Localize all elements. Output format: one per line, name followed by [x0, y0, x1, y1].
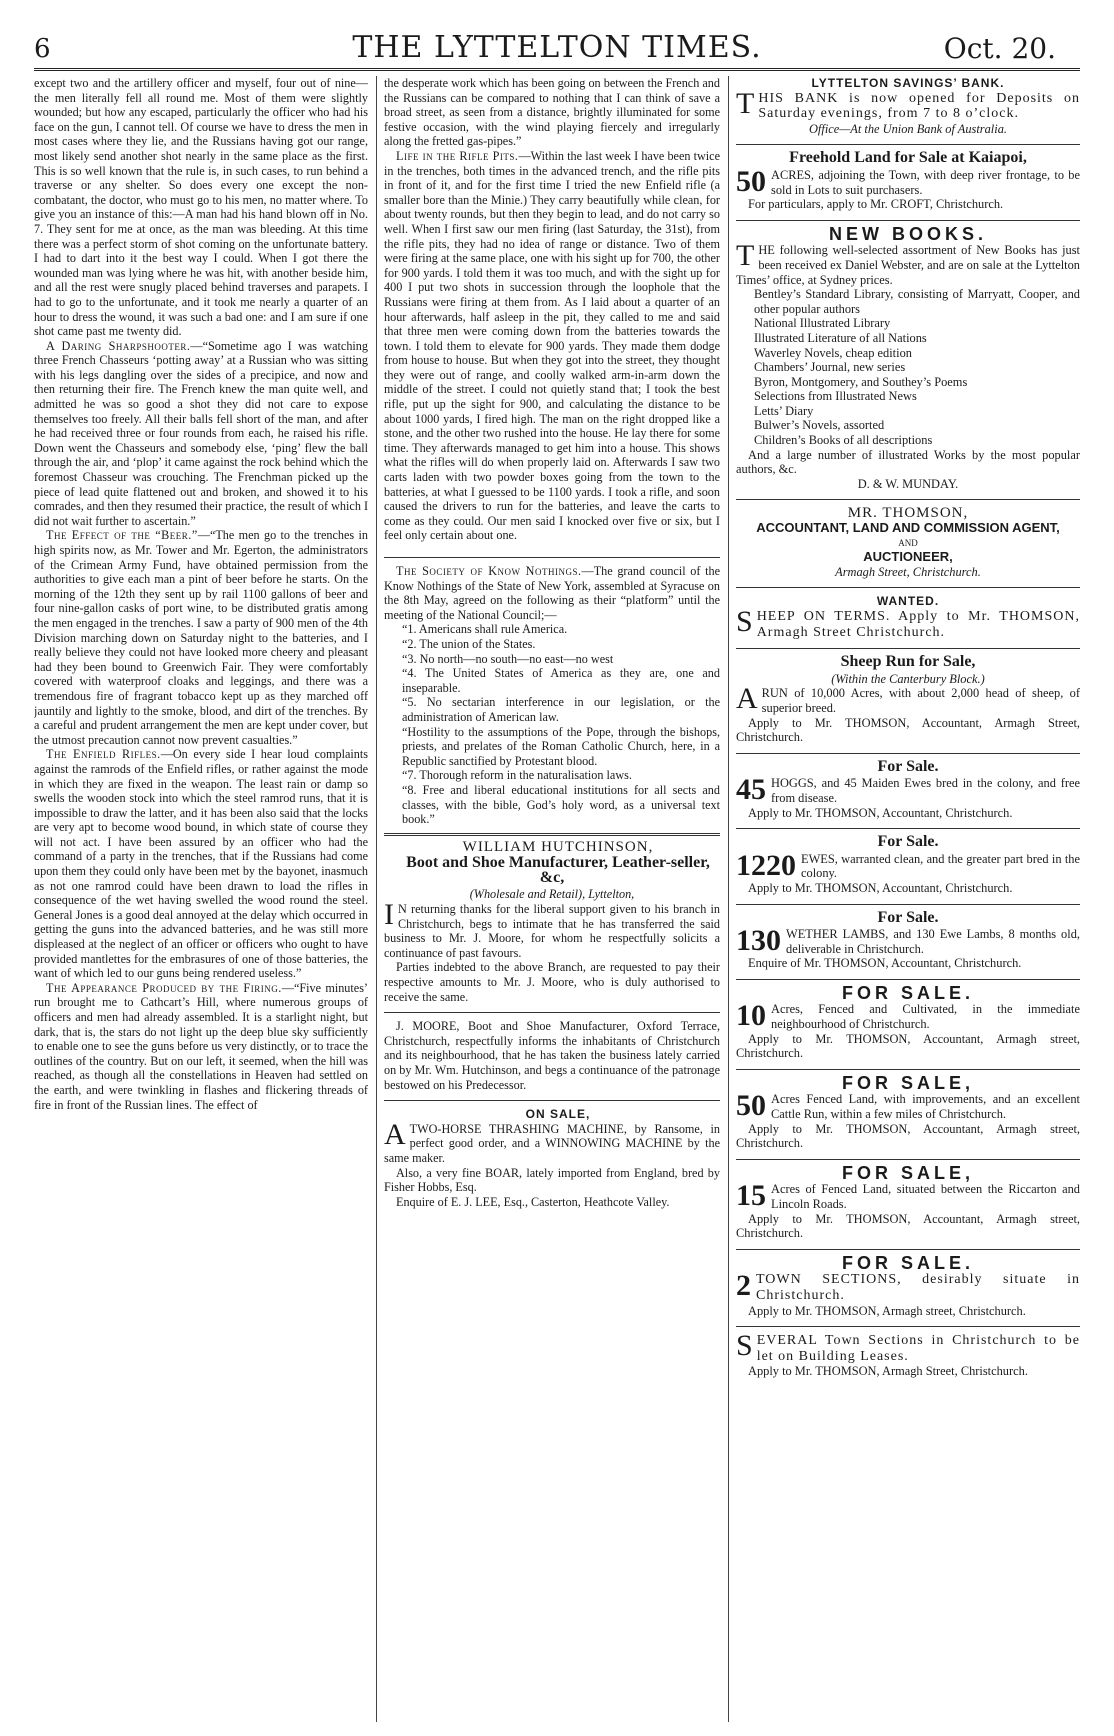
advert-text: ACRES, adjoining the Town, with deep river frontage, to be sold in Lots to suit purchasers.: [771, 167, 1080, 197]
section-rule: [736, 1326, 1080, 1327]
advert-paragraph: Apply to Mr. THOMSON, Accountant, Armagh street, Christchurch.: [736, 1211, 1080, 1241]
advert-number: 1220: [736, 848, 796, 882]
list-item: Children’s Books of all descriptions: [754, 433, 933, 448]
drop-cap: A: [384, 1117, 406, 1151]
advert-paragraph: [736, 682, 1080, 716]
drop-cap: A: [736, 682, 758, 716]
advert-text: TOWN SECTIONS, desirably situate in Christchurch.: [756, 1272, 1080, 1303]
article-paragraph: except two and the artillery officer and myself, four out of nine—the men literally fell all round me. Most of them were slightly wounded; but how any escaped, particularly the officer who had his face on the gun, I cannot tell. Of course we have to dress the men in most cases where they lie, and the Russians having got our range, most likely send another shot nearly in the same place as the first. This is so well known that the rule is, in such cases, to run behind a traverse or any shelter. So does every one except the non-combatant, the doctor, who must go to his men, no matter where. To give you an instance of this:—A man had his hand blown off in No. 7. They sent for me at once, as the man was bleeding. At this time there was a perfect storm of shot coming on the unfortunate battery. I had to dart into it the best way I could. When I got there the wounded man was lying where he was hit, with another beside him, and all the rest were snugly placed behind traverses and parapets. I had to go to the unfortunate, and it took me nearly a quarter of an hour to dress the wound, it was such a bad one: and I am sure if one shot came past me twenty did.: [34, 76, 368, 339]
article-heading: The Effect of the “Beer.”: [46, 528, 198, 543]
section-rule: [736, 828, 1080, 829]
masthead: [0, 0, 1114, 72]
list-item: “Hostility to the assumptions of the Pope, through the bishops, priests, and prelates of the Roman Catholic Church, here, in a Republic sanctified by Protestant blood.: [402, 724, 720, 768]
newspaper-title: THE LYTTELTON TIMES.: [352, 30, 762, 65]
list-item: Chambers’ Journal, new series: [754, 360, 906, 375]
article-text: —“Five minutes’ run brought me to Cathcart’s Hill, where numerous groups of officers and men had already assembled. It is a starlight night, but dark, that is, the stars do not light up the deep blue sky sufficiently to enable one to see the guns before us very distinctly, or to trace the outlines of the country. But on our left, it seemed, when the hill was reached, as though all the constellations in Heaven had settled on the earth, and were twinkling in flashes and flickering threads of fire in front of the Russian lines. The effect of: [34, 980, 368, 1112]
advert-text: TWO-HORSE THRASHING MACHINE, by Ransome, in perfect good order, and a WINNOWING MACHINE by the same maker.: [384, 1121, 720, 1165]
advert-paragraph: [736, 164, 1080, 198]
advert-paragraph: Apply to Mr. THOMSON, Accountant, Christchurch.: [748, 880, 1013, 895]
advert-number: 15: [736, 1179, 766, 1213]
list-item: “8. Free and liberal educational institutions for all sects and classes, with the bible, God’s holy word, as a universal text book.”: [402, 782, 720, 827]
advert-paragraph: [736, 605, 1080, 640]
article-paragraph: [384, 564, 720, 622]
list-item: Letts’ Diary: [754, 403, 814, 418]
section-rule: [736, 648, 1080, 649]
advert-text: N returning thanks for the liberal support given to his branch in Christchurch, begs to intimate that he has transferred the said business to Mr. J. Moore, for whom he respectfully solicits a continuance of past favours.: [384, 902, 720, 960]
advert-text: HIS BANK is now opened for Deposits on Saturday evenings, from 7 to 8 o’clock.: [758, 90, 1080, 122]
advert-subtitle: (Within the Canterbury Block.): [831, 671, 985, 686]
column-right: [736, 76, 1080, 1726]
section-rule: [384, 1100, 720, 1101]
drop-cap: I: [384, 898, 394, 932]
advert-heading: ON SALE,: [525, 1107, 591, 1122]
list-item: “4. The United States of America as they are, one and inseparable.: [402, 666, 720, 695]
article-paragraph: [34, 747, 368, 981]
section-rule: [384, 833, 720, 836]
column-divider: [728, 76, 729, 1722]
advert-paragraph: [384, 1117, 720, 1166]
advert-paragraph: Parties indebted to the above Branch, are requested to pay their respective amounts to Mr. J. Moore, who is duly authorised to receive the same.: [384, 960, 720, 1004]
article-heading: A Daring Sharpshooter.: [46, 338, 191, 353]
advert-paragraph: [736, 924, 1080, 958]
advert-heading: WANTED.: [876, 594, 940, 609]
advert-paragraph: [736, 773, 1080, 807]
advert-name: MR. THOMSON,: [847, 505, 969, 522]
advert-paragraph: [736, 1179, 1080, 1213]
list-item: Bentley’s Standard Library, consisting of Marryatt, Cooper, and other popular authors: [754, 287, 1080, 316]
advert-paragraph: [736, 239, 1080, 287]
drop-cap: S: [736, 1329, 753, 1363]
article-paragraph: [34, 528, 368, 747]
advert-text: EWES, warranted clean, and the greater part bred in the colony.: [801, 851, 1080, 881]
advert-heading: For Sale.: [877, 908, 939, 926]
section-rule: [384, 1012, 720, 1013]
section-rule: [736, 904, 1080, 905]
advert-number: 2: [736, 1269, 751, 1303]
advert-name: WILLIAM HUTCHINSON,: [462, 838, 654, 855]
list-item: “1. Americans shall rule America.: [402, 622, 568, 637]
advert-paragraph: Apply to Mr. THOMSON, Accountant, Armagh street, Christchurch.: [736, 1031, 1080, 1061]
section-rule: [736, 1159, 1080, 1160]
advert-paragraph: Apply to Mr. THOMSON, Armagh street, Christchurch.: [748, 1303, 1026, 1318]
list-item: National Illustrated Library: [754, 316, 891, 331]
books-list: [736, 287, 1080, 448]
advert-heading: FOR SALE,: [841, 1072, 974, 1093]
advert-text: EVERAL Town Sections in Christchurch to be let on Building Leases.: [756, 1333, 1080, 1364]
article-heading: Life in the Rifle Pits.: [396, 148, 519, 163]
advert-paragraph: Apply to Mr. THOMSON, Armagh Street, Christchurch.: [748, 1364, 1028, 1379]
advert-paragraph: [736, 999, 1080, 1033]
article-text: —The grand council of the Know Nothings of the State of New York, assembled at Syracuse on the 8th May, agreed on the following as their “platform” until the meeting of the National Council;—: [384, 564, 720, 622]
list-item: “7. Thorough reform in the naturalisation laws.: [402, 768, 632, 783]
article-heading: The Society of Know Nothings.: [396, 564, 582, 578]
advert-heading: FOR SALE.: [841, 1252, 974, 1273]
advert-title: Boot and Shoe Manufacturer, Leather-seller, &c,: [406, 854, 710, 886]
advert-heading: FOR SALE,: [841, 1162, 974, 1183]
advert-number: 50: [736, 164, 766, 198]
section-rule: [384, 557, 720, 558]
advert-heading: For Sale.: [877, 833, 939, 851]
advert-text: Acres of Fenced Land, situated between the Riccarton and Lincoln Roads.: [771, 1182, 1080, 1211]
advert-heading: NEW BOOKS.: [828, 223, 987, 244]
advert-text: Acres Fenced Land, with improvements, and an excellent Cattle Run, within a few miles of Christchurch.: [771, 1092, 1080, 1122]
column-middle: [384, 76, 720, 1726]
advert-text: WETHER LAMBS, and 130 Ewe Lambs, 8 months old, deliverable in Christchurch.: [786, 927, 1080, 956]
advert-paragraph: Apply to Mr. THOMSON, Accountant, Armagh street, Christchurch.: [736, 1121, 1080, 1151]
platform-list: [384, 622, 720, 826]
section-rule: [736, 220, 1080, 221]
section-rule: [736, 587, 1080, 588]
advert-heading: Freehold Land for Sale at Kaiapoi,: [789, 149, 1027, 167]
article-text: —On every side I hear loud complaints against the ramrods of the Enfield rifles, or rather against the mode in which they are fixed in the weapon. The least rain or damp so swells the wooden stock into which the steel ramrod runs, that it is impossible to draw the latter, and it has been also said that the locks are very apt to become wood bound, in which state of course they will not act. I have been assured by an officer who had the command of a party in the trenches, that if the Russians had come upon them they could only have been met by the bayonet, inasmuch as not one ramrod could have been drawn to load the rifles in consequence of the wet having swelled the wood round the steel. General Jones is a good deal annoyed at the delay which occurred in getting the guns into the advanced batteries, and he was still more displeased at the neglect of an officer or officers who ought to have provided mantlettes for the embrasures of one of those batteries, the want of which led to our guns being rendered useless.”: [34, 747, 368, 981]
advert-number: 50: [736, 1089, 766, 1123]
drop-cap: T: [736, 239, 755, 273]
advert-subtitle: (Wholesale and Retail), Lyttelton,: [469, 887, 635, 902]
advert-paragraph: Also, a very fine BOAR, lately imported from England, bred by Fisher Hobbs, Esq.: [384, 1165, 720, 1195]
section-rule: [736, 1249, 1080, 1250]
list-item: Illustrated Literature of all Nations: [754, 330, 927, 345]
advert-paragraph: Apply to Mr. THOMSON, Accountant, Christchurch.: [748, 805, 1013, 820]
advert-conjunction: AND: [898, 537, 918, 548]
article-paragraph: [384, 149, 720, 543]
section-rule: [736, 1069, 1080, 1070]
advert-paragraph: [384, 898, 720, 960]
advert-paragraph: J. MOORE, Boot and Shoe Manufacturer, Oxford Terrace, Christchurch, respectfully informs the inhabitants of Christchurch and its neighbourhood, that he has taken the business lately carried on by Mr. Wm. Hutchinson, and begs a continuance of the patronage bestowed on his Predecessor.: [384, 1019, 720, 1092]
advert-heading: Sheep Run for Sale,: [840, 653, 976, 671]
section-rule: [736, 499, 1080, 500]
list-item: “3. No north—no south—no east—no west: [402, 651, 614, 666]
section-rule: [736, 144, 1080, 145]
advert-text: HEEP ON TERMS. Apply to Mr. THOMSON, Armagh Street Christchurch.: [756, 609, 1080, 640]
list-item: Selections from Illustrated News: [754, 389, 917, 404]
masthead-rule: [34, 68, 1080, 71]
advert-heading: LYTTELTON SAVINGS’ BANK.: [811, 76, 1005, 90]
list-item: Bulwer’s Novels, assorted: [754, 418, 885, 433]
advert-paragraph: For particulars, apply to Mr. CROFT, Christchurch.: [748, 197, 1004, 212]
advert-paragraph: [736, 86, 1080, 122]
advert-paragraph: [736, 1269, 1080, 1303]
advert-heading: FOR SALE.: [841, 982, 974, 1003]
issue-date: Oct. 20.: [943, 32, 1056, 65]
column-divider: [376, 76, 377, 1722]
article-text: —“Sometime ago I was watching three French Chasseurs ‘potting away’ at a Russian who was sitting with his legs dangling over the sides of a precipice, and now and then returning their fire. The French knew the man quite well, and admitted he was so good a shot they did not care to expose themselves too freely. All their balls fell short of the man, and after he had received three or four rounds from each, he raised his rifle. Down went the Chasseurs and somebody else, ‘ping’ flew the ball through the air, and ‘plop’ it came against the rock behind which the foremost Chasseur was crouching. The Frenchman picked up the piece of lead quite flattened out and broken, and showed it to his comrades, and then they resumed their practice, the result of which I did not wait further to ascertain.”: [34, 338, 368, 528]
advert-paragraph: Enquire of Mr. THOMSON, Accountant, Christchurch.: [748, 956, 1022, 971]
list-item: “2. The union of the States.: [402, 636, 536, 651]
article-heading: The Enfield Rifles.: [46, 747, 161, 762]
article-text: —Within the last week I have been twice in the trenches, both times in the advanced trench, and the rifle pits in front of it, and for the first time I tried the new Enfield rifle (a smaller bore than the Minie.) They carry beautifully while clean, for about twenty rounds, but then they begin to lead, and do not carry so well. When I first saw our men firing (last Saturday, the 31st), from the rifle pits, they had no idea of range or distance. Two of them were firing at the same place, one with his sight up for 700, the other for 900 yards. I told them it was too much, and with the sight up for 400 I put two shots in succession through the loophole that the Russians were firing at them from. As I laid about a quarter of an hour afterwards, half asleep in the pit, they called to me and said that three men were coming down from the batteries towards the town. I told them to elevate for 900 yards. They made them dodge from house to house. But when they got into the street, they thought they were out of range, and coolly walked arm-in-arm down the middle of the street. I could not quietly stand that; I took the best rifle, put up the sight for 900, and calculating the distance to be about 1000 yards, I fired high. The man on the right dropped like a stone, and the other two rushed into the house. He lay there for some time. They afterwards managed to get him into a house. This shows what the rifles will do when properly laid on. Afterwards I saw two carts laden with two powder boxes going from the town to the batteries, at what I guessed to be 1100 yards. I took a rifle, and soon caused the drivers to run for the batteries, and leave the carts to come as they could. Our men said I knocked over five or six, but I feel only certain about one.: [384, 148, 720, 543]
advert-heading: For Sale.: [877, 757, 939, 775]
advert-number: 45: [736, 773, 766, 807]
advert-signature: D. & W. MUNDAY.: [857, 476, 959, 491]
list-item: Byron, Montgomery, and Southey’s Poems: [754, 374, 968, 389]
advert-text: HOGGS, and 45 Maiden Ewes bred in the colony, and free from disease.: [771, 776, 1080, 805]
advert-paragraph: Apply to Mr. THOMSON, Accountant, Armagh Street, Christchurch.: [736, 715, 1080, 745]
advert-paragraph: [736, 1329, 1080, 1364]
advert-number: 10: [736, 999, 766, 1033]
advert-office: Office—At the Union Bank of Australia.: [808, 121, 1007, 136]
advert-title: AUCTIONEER,: [863, 549, 953, 565]
advert-text: Acres, Fenced and Cultivated, in the immediate neighbourhood of Christchurch.: [771, 1002, 1080, 1032]
drop-cap: T: [736, 86, 755, 120]
advert-text: HE following well-selected assortment of New Books has just been received ex Daniel Webster, and are on sale at the Lyttelton Times’ office, at Sydney prices.: [736, 243, 1080, 287]
column-left: [34, 76, 368, 1726]
advert-number: 130: [736, 924, 781, 958]
advert-paragraph: Enquire of E. J. LEE, Esq., Casterton, Heathcote Valley.: [396, 1194, 670, 1209]
page-number: 6: [34, 34, 51, 64]
article-paragraph: the desperate work which has been going on between the French and the Russians can be compared to nothing that I can think of save a broad street, as seen from a distance, brightly illuminated for some festive occasion, with the wind playing fiercely and irregularly along the fretted gas-pipes.”: [384, 76, 720, 149]
advert-text: RUN of 10,000 Acres, with about 2,000 head of sheep, of superior breed.: [761, 686, 1080, 715]
advert-title: ACCOUNTANT, LAND AND COMMISSION AGENT,: [756, 520, 1060, 536]
article-text: —“The men go to the trenches in high spirits now, as Mr. Tower and Mr. Egerton, the administrators of the Crimean Army Fund, have obtained permission from the authorities to give each man a pint of beer before he starts. On the morning of the 12th they sent up by rail 1100 gallons of beer and four nine-gallon casks of port wine, to be distributed gratis among the men engaged in the trenches. I saw a party of 900 men of the 4th Division marching down on Saturday night to the batteries, and I really believe they could not have looked more cheery and pleasant had they been bound to Greenwich Fair. They were comfortably covered with waterproof cloaks and leggings, and there was a tremendous fire of fragrant tobacco kept up as they marched off jauntily and lightly to the smoke, blood, and dirt of the trenches. By a careful and prudent arrangement the men are kept under cover, but the utmost precaution cannot now prevent casualties.”: [34, 528, 368, 747]
section-rule: [736, 753, 1080, 754]
advert-paragraph: [736, 848, 1080, 882]
article-heading: The Appearance Produced by the Firing.: [46, 980, 282, 995]
section-rule: [736, 979, 1080, 980]
article-paragraph: [34, 981, 368, 1112]
list-item: Waverley Novels, cheap edition: [754, 345, 912, 360]
article-paragraph: [34, 339, 368, 529]
advert-paragraph: [736, 1089, 1080, 1123]
drop-cap: S: [736, 605, 753, 638]
advert-paragraph: And a large number of illustrated Works by the most popular authors, &c.: [736, 447, 1080, 477]
list-item: “5. No sectarian interference in our legislation, or the administration of American law.: [402, 695, 720, 724]
advert-address: Armagh Street, Christchurch.: [835, 564, 981, 579]
